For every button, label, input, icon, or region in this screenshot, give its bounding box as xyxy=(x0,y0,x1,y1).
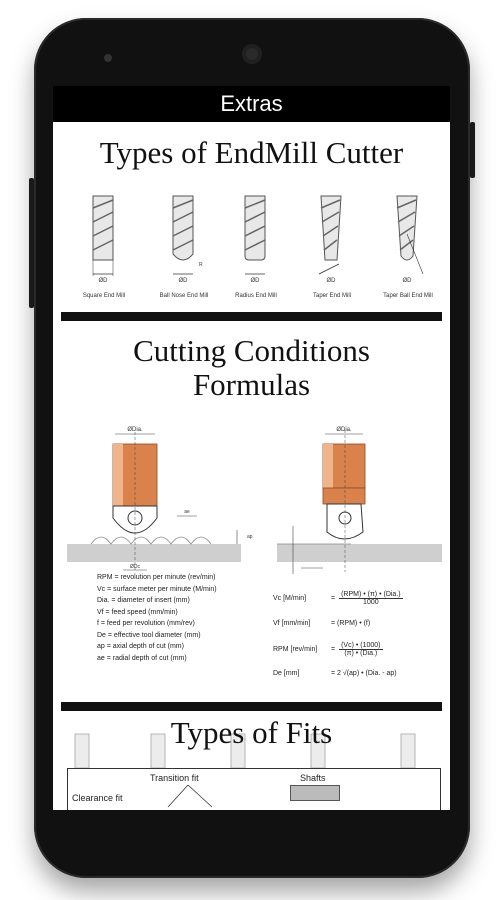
legend-item: Dia. = diameter of insert (mm) xyxy=(97,597,190,604)
dia-label-left: ØDia. xyxy=(127,427,143,433)
legend-item: ae = radial depth of cut (mm) xyxy=(97,654,187,662)
cutting-diagram xyxy=(61,422,442,592)
dia-label-right: ØDia. xyxy=(336,427,352,433)
phone-frame xyxy=(34,18,470,878)
card-cutting-conditions[interactable] xyxy=(61,324,442,700)
app-bar-title: Extras xyxy=(220,91,283,116)
radius-endmill-icon xyxy=(221,194,291,284)
legend-item: Vc = surface meter per minute (M/min) xyxy=(97,585,217,593)
tool-label: Radius End Mill xyxy=(235,293,277,299)
power-button xyxy=(470,122,475,178)
tool-ball-nose-end-mill xyxy=(149,194,219,299)
tool-label: Taper Ball End Mill xyxy=(383,293,433,299)
front-camera xyxy=(242,44,262,64)
formula-lhs: De [mm] xyxy=(273,669,300,677)
svg-text:R: R xyxy=(199,262,203,268)
extras-list[interactable] xyxy=(53,122,450,810)
dim-label: ØD xyxy=(178,278,188,284)
legend-item: f = feed per revolution (mm/rev) xyxy=(97,620,195,627)
formula-rhs: = 2 √(ap) • (Dia. - ap) xyxy=(331,669,397,677)
formula-legend xyxy=(97,572,217,664)
dim-label: ØD xyxy=(250,278,260,284)
legend-item: De = effective tool diameter (mm) xyxy=(97,631,201,639)
legend-item: RPM = revolution per minute (rev/min) xyxy=(97,574,216,581)
card-types-of-fits[interactable] xyxy=(61,714,442,810)
tool-taper-end-mill xyxy=(297,194,367,299)
formula-num: (Vc) • (1000) xyxy=(341,641,381,649)
formula-lhs: RPM [rev/min] xyxy=(273,645,318,653)
card-title: Types of Fits xyxy=(170,715,333,750)
ball-nose-endmill-icon xyxy=(149,194,219,284)
legend-item: ap = axial depth of cut (mm) xyxy=(97,643,184,650)
card-endmill-types[interactable] xyxy=(61,122,442,308)
card-title-line2: Formulas xyxy=(192,367,311,402)
dim-label: ØD xyxy=(98,278,108,284)
shafts-label: Shafts xyxy=(300,773,326,783)
card-title xyxy=(61,334,442,402)
ae-label: ae xyxy=(184,509,190,515)
formula-den: (π) • (Dia.) xyxy=(344,649,378,657)
tool-taper-ball-end-mill xyxy=(373,194,443,299)
endmill-tools xyxy=(61,194,442,299)
formula-equations xyxy=(273,586,403,684)
square-endmill-icon xyxy=(69,194,139,284)
tool-radius-end-mill xyxy=(221,194,291,299)
dc-label: ØDc xyxy=(130,564,140,570)
formula-den: 1000 xyxy=(363,598,379,606)
app-bar xyxy=(53,86,450,122)
dim-label: ØD xyxy=(402,278,412,284)
formula-num: (RPM) • (π) • (Dia.) xyxy=(341,590,401,598)
tool-label: Ball Nose End Mill xyxy=(159,293,209,299)
shaft-block xyxy=(290,785,340,801)
formula-vc: Vc [M/min] = (RPM) • (π) • (Dia.) 1000 xyxy=(273,590,401,606)
card-divider xyxy=(61,702,442,711)
taper-ball-endmill-icon xyxy=(373,194,443,284)
clearance-fit-label: Clearance fit xyxy=(72,793,123,803)
formula-lhs: Vf [mm/min] xyxy=(273,619,311,627)
formula-rhs: = (RPM) • (f) xyxy=(331,619,371,627)
taper-endmill-icon xyxy=(297,194,367,284)
tool-label: Square End Mill xyxy=(82,293,126,299)
formula-rpm: RPM [rev/min] = (Vc) • (1000) (π) • (Dia.) xyxy=(273,641,381,657)
formula-lhs: Vc [M/min] xyxy=(273,594,307,602)
fit-leader-lines xyxy=(138,783,258,810)
ap-label: ap xyxy=(247,534,253,540)
card-title-line1: Cutting Conditions xyxy=(133,333,370,368)
legend-item: Vf = feed speed (mm/min) xyxy=(97,608,178,616)
formula-de xyxy=(273,662,403,684)
volume-button xyxy=(29,178,34,308)
dim-label: ØD xyxy=(326,278,336,284)
screen xyxy=(53,86,450,810)
formula-vf xyxy=(273,610,403,636)
tool-square-end-mill xyxy=(69,194,139,299)
sensor-dot xyxy=(104,54,112,62)
tool-label: Taper End Mill xyxy=(312,293,351,299)
fits-diagram xyxy=(67,768,441,810)
transition-fit-label: Transition fit xyxy=(150,773,199,783)
card-divider xyxy=(61,312,442,321)
card-title: Types of EndMill Cutter xyxy=(99,135,404,170)
